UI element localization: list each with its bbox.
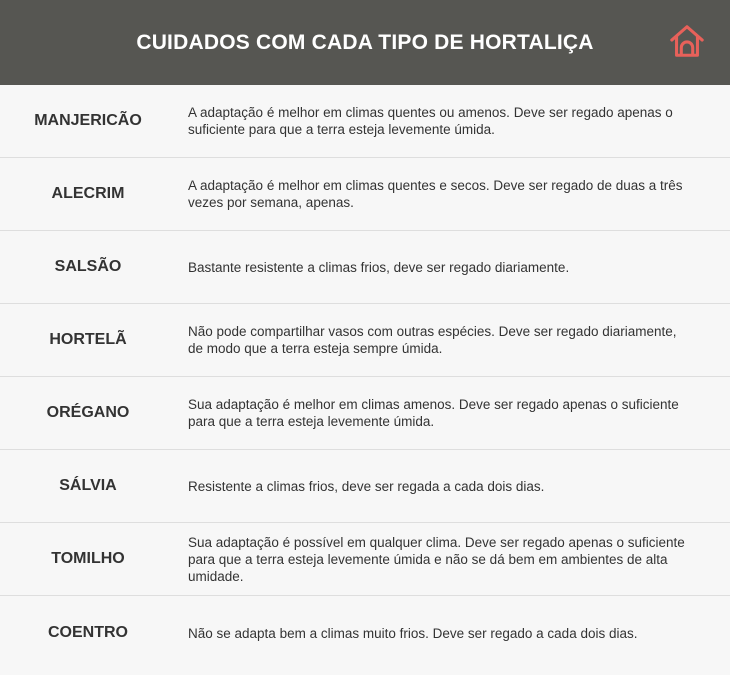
table-row [0, 158, 730, 231]
herb-name: SALSÃO [54, 258, 122, 275]
herb-name: HORTELÃ [49, 331, 127, 348]
table-row [0, 85, 730, 158]
herb-description: Resistente a climas frios, deve ser regada a cada dois dias. [188, 478, 545, 494]
herb-description: Bastante resistente a climas frios, deve ser regado diariamente. [188, 259, 570, 275]
care-table [0, 85, 730, 670]
herb-name: TOMILHO [51, 550, 125, 567]
table-row [0, 304, 730, 377]
herb-description: Sua adaptação é possível em qualquer clima. Deve ser regado apenas o suficiente para que a terra esteja levemente úmida e não se dá bem em ambientes de alta umidade. [188, 534, 685, 584]
home-icon [668, 22, 706, 60]
herb-name: COENTRO [48, 624, 128, 641]
herb-description: Não se adapta bem a climas muito frios. Deve ser regado a cada dois dias. [188, 625, 638, 641]
herb-name: ALECRIM [51, 185, 125, 202]
herb-description: Não pode compartilhar vasos com outras espécies. Deve ser regado diariamente, de modo que a terra esteja sempre úmida. [188, 324, 677, 356]
table-row [0, 596, 730, 670]
herb-description: Sua adaptação é melhor em climas amenos. Deve ser regado apenas o suficiente para que a terra esteja levemente úmida. [188, 397, 679, 429]
herb-name: ORÉGANO [46, 404, 130, 421]
page-title: CUIDADOS COM CADA TIPO DE HORTALIÇA [136, 30, 594, 54]
table-row [0, 231, 730, 304]
herb-description: A adaptação é melhor em climas quentes e secos. Deve ser regado de duas a três vezes por semana, apenas. [188, 178, 683, 210]
page-header [0, 0, 730, 85]
table-row [0, 377, 730, 450]
table-row [0, 450, 730, 523]
herb-description: A adaptação é melhor em climas quentes ou amenos. Deve ser regado apenas o suficiente para que a terra esteja levemente úmida. [188, 105, 673, 137]
herb-name: SÁLVIA [59, 477, 117, 494]
herb-name: MANJERICÃO [34, 112, 142, 129]
table-row [0, 523, 730, 596]
